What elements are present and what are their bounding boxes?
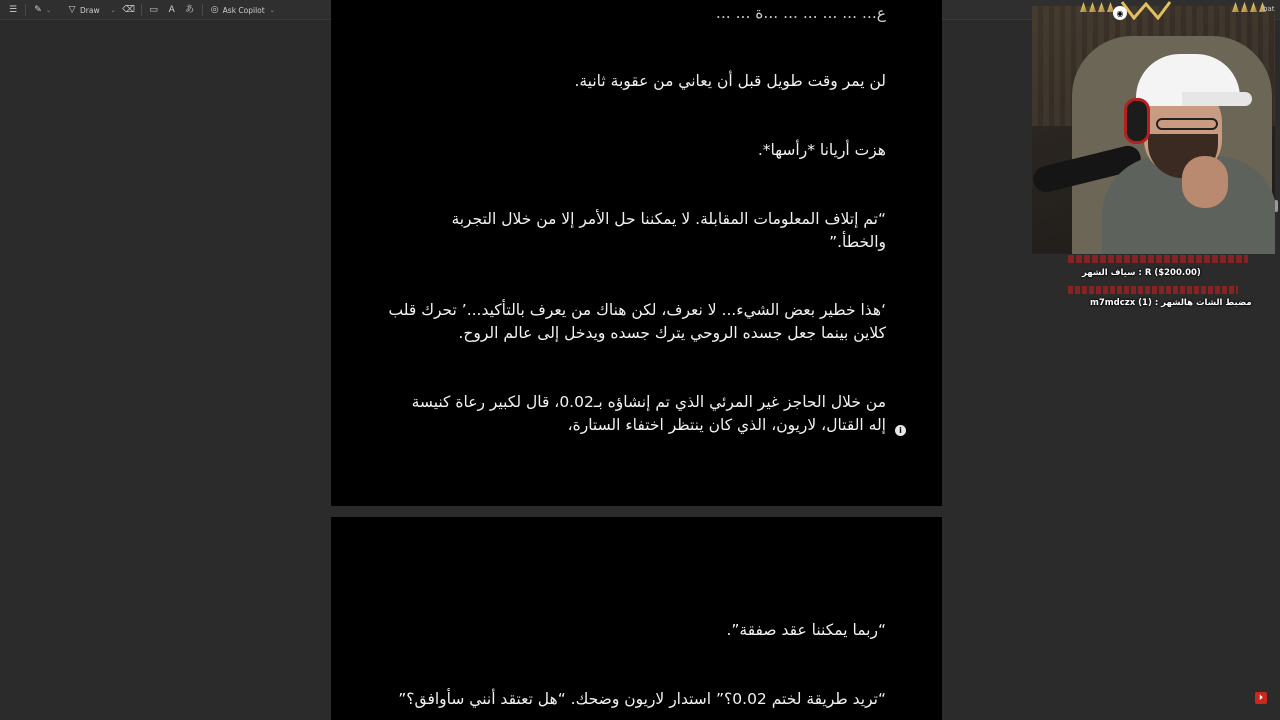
add-text-button[interactable] [145, 2, 163, 18]
list-icon: ☰ [8, 4, 18, 15]
eraser-icon: ⌫ [122, 4, 136, 15]
month-top-sword-label: R ($200.00) : سياف الشهر [1082, 268, 1201, 278]
chevron-down-icon: ⌄ [46, 6, 52, 14]
erase-button[interactable] [120, 2, 138, 18]
toolbar-divider [25, 4, 26, 16]
overlay-red-line [1068, 286, 1238, 294]
paragraph: هزت أريانا *رأسها*. [757, 141, 886, 159]
text-box-icon: ▭ [149, 4, 158, 15]
pdf-page [331, 517, 942, 720]
ask-copilot-button[interactable] [206, 2, 279, 18]
toolbar-divider [202, 4, 203, 16]
copilot-icon: ◎ [210, 4, 219, 15]
ask-copilot-label: Ask Copilot [222, 5, 265, 15]
webcam-overlay [1032, 6, 1275, 254]
highlight-button[interactable] [29, 2, 55, 18]
page-text-fragment: ع... ... ... ... ... ...ة ... ... [715, 4, 886, 22]
brand-badge-icon: ◉ [1113, 6, 1127, 20]
read-aloud-icon: A [168, 4, 175, 15]
paragraph: “ربما يمكننا عقد صفقة”. [726, 621, 886, 639]
paragraph: ‘هذا خطير بعض الشيء... لا نعرف، لكن هناك من يعرف بالتأكيد...’ تحرك قلب كلاين بينما جعل جسده الروحي يترك جسده ويدخل إلى عالم الروح. [388, 301, 886, 342]
paragraph: من خلال الحاجز غير المرئي الذي تم إنشاؤه بـ0.02، قال لكبير رعاة كنيسة إله القتال، لاريون، الذي كان ينتظر اختفاء الستارة، [411, 393, 886, 434]
paragraph: “تريد طريقة لختم 0.02؟” استدار لاريون وضحك. “هل تعتقد أنني سأوافق؟” [398, 690, 886, 708]
draw-label: Draw [80, 5, 100, 15]
read-aloud-button[interactable] [163, 2, 181, 18]
chevron-down-icon: ⌄ [269, 6, 275, 14]
cap-brim [1182, 92, 1252, 106]
acrobat-icon[interactable]: ⏵ [1255, 692, 1267, 704]
paragraph: لن يمر وقت طويل قبل أن يعاني من عقوبة ثانية. [574, 72, 886, 90]
highlighter-icon: ✎ [34, 4, 42, 15]
streamer-hand [1182, 156, 1228, 208]
draw-button[interactable] [63, 2, 120, 18]
month-chat-moderator-label: مضبط الشات هالشهر : (1) m7mdczx [1090, 298, 1252, 308]
crown-decoration-right [1232, 2, 1266, 14]
chevron-down-icon: ⌄ [110, 6, 116, 14]
overlay-tag: bat [1263, 5, 1275, 13]
streamer-glasses [1156, 118, 1218, 130]
paragraph: “تم إتلاف المعلومات المقابلة. لا يمكننا حل الأمر إلا من خلال التجربة والخطأ.” [451, 210, 886, 251]
crown-decoration-left [1080, 2, 1114, 14]
pdf-page [331, 0, 942, 506]
toolbar-divider [141, 4, 142, 16]
overlay-red-line [1068, 255, 1248, 263]
headphone-icon [1124, 98, 1150, 144]
draw-icon: ▽ [68, 4, 76, 15]
translate-button[interactable] [181, 2, 199, 18]
translate-icon: あ [185, 4, 195, 15]
info-icon[interactable]: i [895, 425, 906, 436]
contents-button[interactable] [4, 2, 22, 18]
